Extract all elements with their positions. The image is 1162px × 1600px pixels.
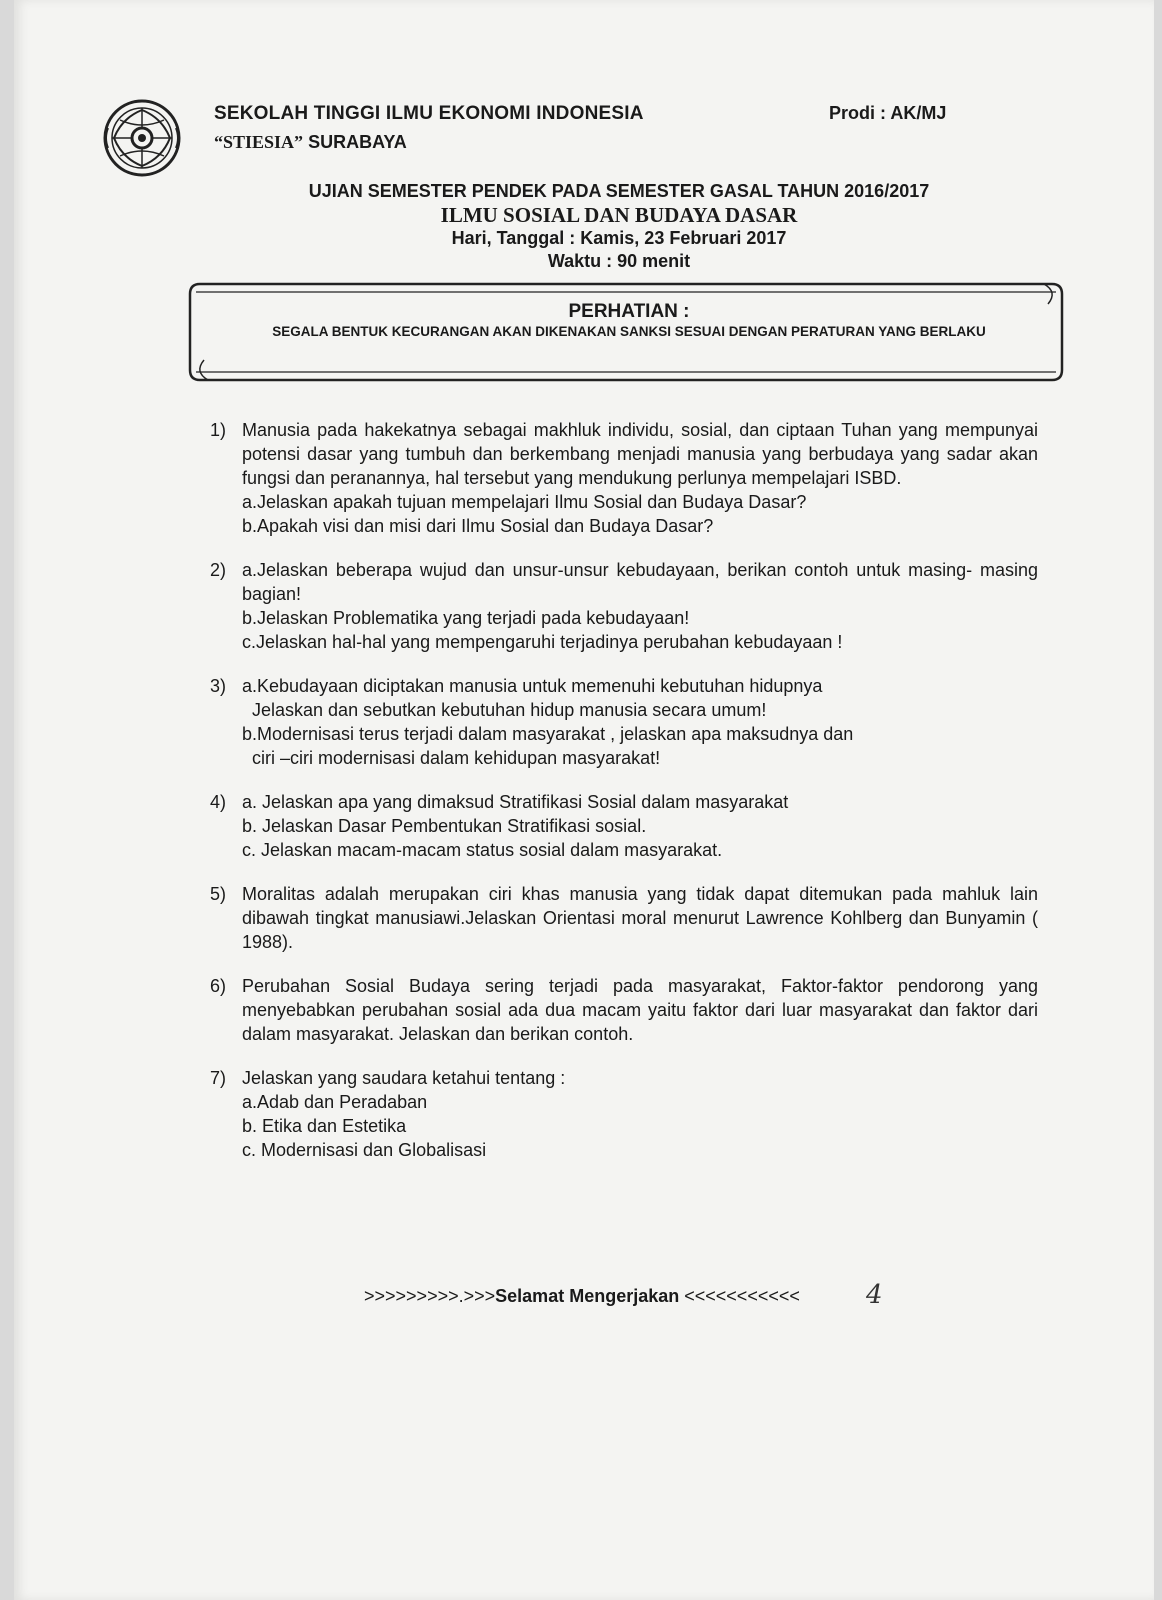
school-city-line [214, 132, 407, 153]
question-part-a-cont: Jelaskan dan sebutkan kebutuhan hidup manusia secara umum! [252, 700, 767, 720]
school-city: SURABAYA [308, 132, 407, 152]
question-text: Jelaskan yang saudara ketahui tentang : [242, 1068, 566, 1088]
school-short-name: “STIESIA” [214, 132, 304, 152]
question-part-b: b.Jelaskan Problematika yang terjadi pada kebudayaan! [242, 608, 690, 628]
question-part-b: b.Modernisasi terus terjadi dalam masyarakat , jelaskan apa maksudnya dan [242, 724, 854, 744]
question-7 [210, 1066, 1038, 1162]
school-logo [102, 98, 182, 178]
exam-heading [204, 180, 1034, 273]
question-number: 2) [210, 560, 227, 580]
closing-left-arrows: >>>>>>>>>.>>> [364, 1286, 496, 1306]
question-text: Manusia pada hakekatnya sebagai makhluk individu, sosial, dan ciptaan Tuhan yang mempunyai potensi dasar yang tumbuh dan berkembang menjadi manusia yang berbudaya yang sadar akan fungsi dan peranannya, hal tersebut yang mendukung perlunya mempelajari ISBD. [242, 420, 1038, 488]
question-number: 3) [210, 676, 227, 696]
question-text: Moralitas adalah merupakan ciri khas manusia yang tidak dapat ditemukan pada mahluk lain dibawah tingkat manusiawi.Jelaskan Orientasi moral menurut Lawrence Kohlberg dan Bunyamin ( 1988). [242, 884, 1038, 952]
question-4 [210, 790, 1038, 862]
notice-body: SEGALA BENTUK KECURANGAN AKAN DIKENAKAN SANKSI SESUAI DENGAN PERATURAN YANG BERLAKU [272, 324, 986, 339]
exam-time: Waktu : 90 menit [547, 251, 691, 271]
question-number: 4) [210, 792, 227, 812]
question-part-b: b. Etika dan Estetika [242, 1116, 407, 1136]
question-number: 7) [210, 1068, 227, 1088]
question-list [210, 418, 1038, 1182]
notice-box [214, 300, 1044, 341]
question-part-b-cont: ciri –ciri modernisasi dalam kehidupan masyarakat! [252, 748, 661, 768]
question-part-c: c.Jelaskan hal-hal yang mempengaruhi terjadinya perubahan kebudayaan ! [242, 632, 843, 652]
exam-subject: ILMU SOSIAL DAN BUDAYA DASAR [440, 203, 798, 227]
school-name: SEKOLAH TINGGI ILMU EKONOMI INDONESIA [214, 103, 644, 124]
exam-title: UJIAN SEMESTER PENDEK PADA SEMESTER GASAL TAHUN 2016/2017 [308, 181, 930, 201]
question-part-a: a.Adab dan Peradaban [242, 1092, 428, 1112]
notice-title: PERHATIAN : [568, 301, 690, 322]
question-number: 1) [210, 420, 227, 440]
question-number: 6) [210, 976, 227, 996]
closing-text: Selamat Mengerjakan [495, 1286, 680, 1306]
question-part-c: c. Jelaskan macam-macam status sosial dalam masyarakat. [242, 840, 723, 860]
question-part-a: a. Jelaskan apa yang dimaksud Stratifikasi Sosial dalam masyarakat [242, 792, 789, 812]
question-text: Perubahan Sosial Budaya sering terjadi pada masyarakat, Faktor-faktor pendorong yang menyebabkan perubahan sosial ada dua macam yaitu faktor dari luar masyarakat dan faktor dari dalam masyarakat. Jelaskan dan berikan contoh. [242, 976, 1038, 1044]
question-1 [210, 418, 1038, 538]
question-part-c: c. Modernisasi dan Globalisasi [242, 1140, 487, 1160]
question-text: a.Kebudayaan diciptakan manusia untuk memenuhi kebutuhan hidupnya [242, 676, 823, 696]
question-number: 5) [210, 884, 227, 904]
handwritten-page-mark: 4 [866, 1280, 883, 1310]
question-6 [210, 974, 1038, 1046]
question-part-a: a.Jelaskan apakah tujuan mempelajari Ilmu Sosial dan Budaya Dasar? [242, 492, 807, 512]
question-2 [210, 558, 1038, 654]
exam-paper [14, 0, 1154, 1600]
question-3 [210, 674, 1038, 770]
question-5 [210, 882, 1038, 954]
closing-right-arrows: <<<<<<<<<<< [684, 1286, 800, 1306]
question-part-b: b.Apakah visi dan misi dari Ilmu Sosial dan Budaya Dasar? [242, 516, 714, 536]
prodi-label: Prodi : AK/MJ [829, 103, 947, 123]
question-text: a.Jelaskan beberapa wujud dan unsur-unsur kebudayaan, berikan contoh untuk masing- masing bagian! [242, 560, 1038, 604]
closing-line [364, 1286, 800, 1307]
question-part-b: b. Jelaskan Dasar Pembentukan Stratifikasi sosial. [242, 816, 647, 836]
exam-date: Hari, Tanggal : Kamis, 23 Februari 2017 [451, 228, 787, 248]
